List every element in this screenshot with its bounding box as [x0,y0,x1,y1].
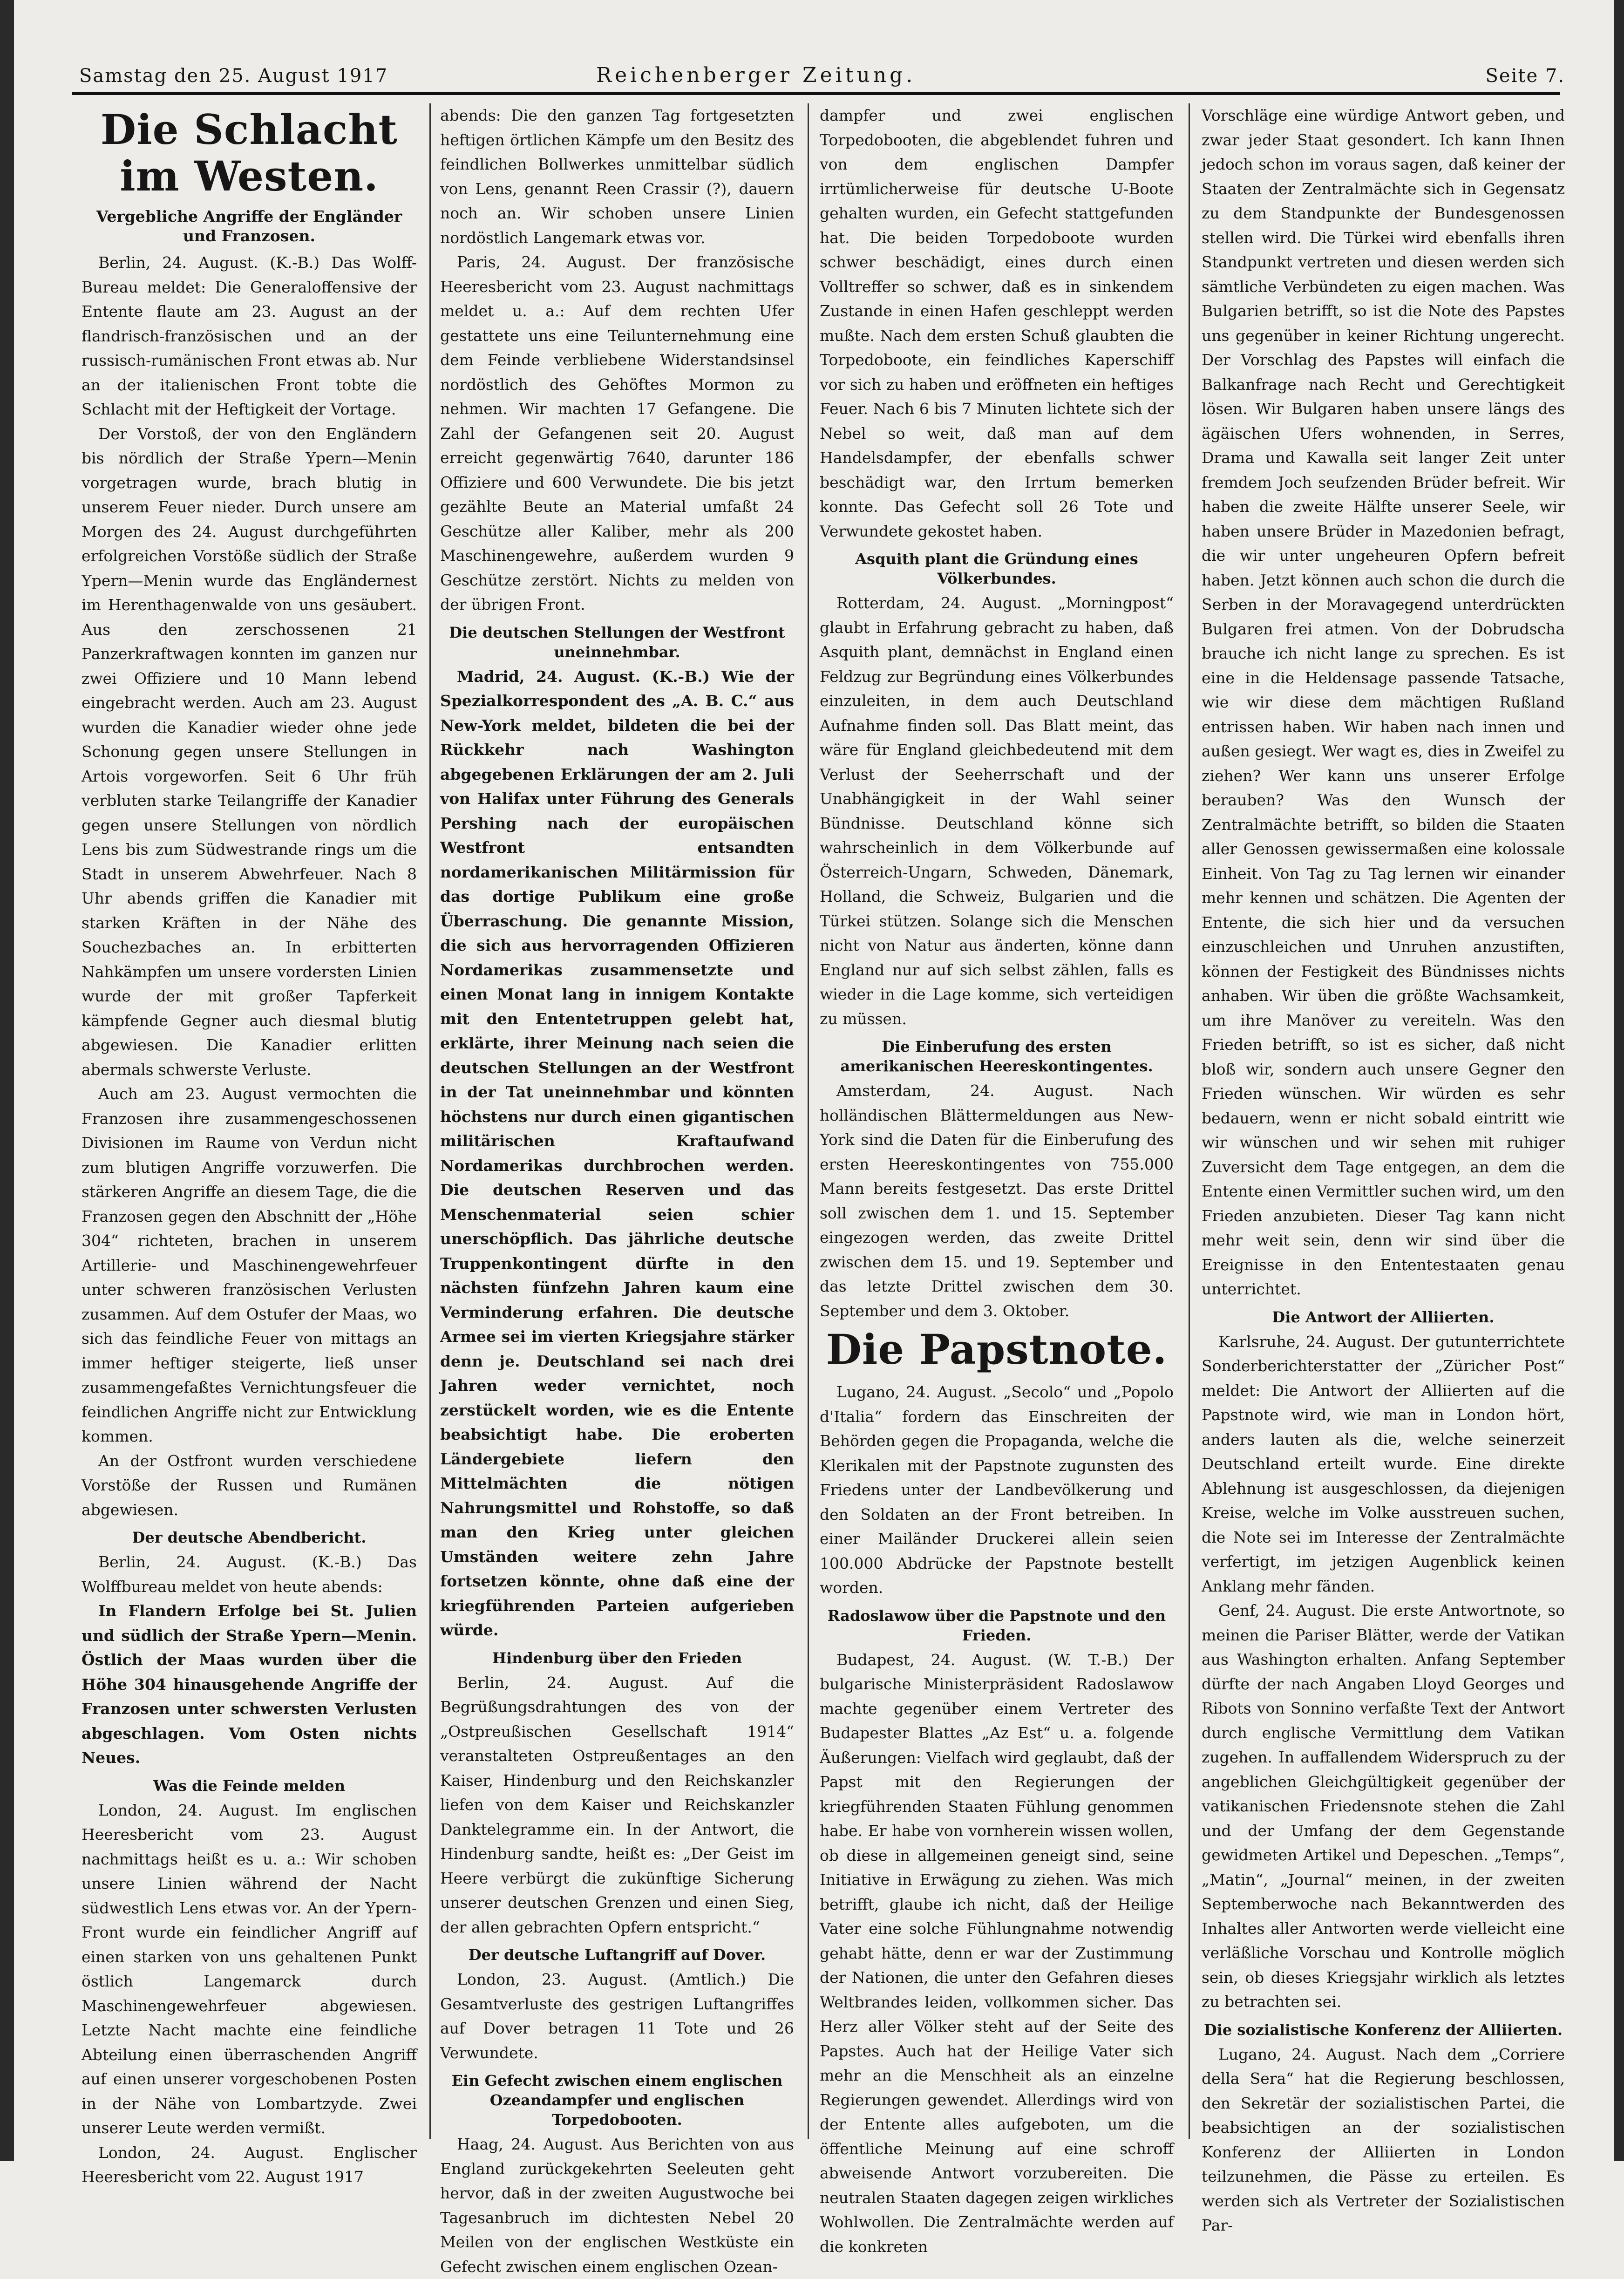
section-heading: Die sozialistische Konferenz der Alliierten. [1204,2020,1563,2039]
scan-border-left [0,0,14,2161]
article-paragraph: Berlin, 24. August. (K.-B.) Das Wolff-Bureau meldet: Die Generaloffensive der Entente flaute am 23. August an der flandrisch-französischen und an der russisch-rumänischen Front etwas ab. Nur an der italienischen Front tobte die Schlacht mit der Heftigkeit der Vortage. [82,253,417,418]
article-headline: Die Schlacht im Westen. [100,105,398,200]
column-3 [820,103,1174,2256]
article-paragraph: Genf, 24. August. Die erste Antwortnote, so meinen die Pariser Blätter, werde der Vatikan aus Washington erhalten. Anfang September dürfte der nach Angaben Lloyd Georges und Ribots von Sonnino verfaßte Text der Antwort durch englische Vermittlung dem Vatikan zugehen. In auffallendem Widerspruch zu der angeblichen Gleichgültigkeit gegenüber der vatikanischen Friedensnote stehen die Zahl und der Umfang der dem Gegenstande gewidmeten Artikel und Depeschen. „Temps“, „Matin“, „Journal“ meinen, in der zweiten Septemberwoche nach Bekanntwerden des Inhaltes aller Antworten werde vielleicht eine verläßliche Vorschau und Kontrolle möglich sein, ob dieses Kriegsjahr wirklich als letztes zu betrachten sei. [1202,1601,1565,2011]
article-paragraph: Vorschläge eine würdige Antwort geben, und zwar jeder Staat gesondert. Ich kann Ihnen jedoch schon im voraus sagen, daß keiner der Staaten der Zentralmächte sich in Gegensatz zu dem Standpunkte der Bundesgenossen stellen wird. Die Türkei wird ebenfalls ihren Standpunkt vertreten und diesen werden sich sämtliche Verbündeten zu eigen machen. Was Bulgarien betrifft, so ist die Note des Papstes uns gegenüber in keiner Richtung ungerecht. Der Vorschlag des Papstes will einfach die Balkanfrage nach Recht und Gerechtigkeit lösen. Wir Bulgaren haben unsere längs des ägäischen Ufers wohnenden, in Serres, Drama und Kawalla seit langer Zeit unter fremdem Joch seufzenden Brüder befreit. Wir haben die zweite Hälfte unserer Seele, wir haben unsere Brüder in Mazedonien befragt, die wir unter ungeheuren Opfern befreit haben. Jetzt können auch schon die durch die Serben in der Moravagegend unterdrückten Bulgaren frei atmen. Von der Dobrudscha brauche ich nicht lange zu sprechen. Es ist eine in die Heldensage passende Tatsache, wie wir diese dem mächtigen Rußland entrissen haben. Wir haben nach innen und außen gesiegt. Wer wagt es, dies in Zweifel zu ziehen? Wer kann uns unserer Erfolge berauben? Was den Wunsch der Zentralmächte betrifft, so bilden die Staaten aller Genossen gewissermaßen eine kolossale Einheit. Von Tag zu Tag lernen wir einander mehr kennen und schätzen. Die Agenten der Entente, die sich hier und da versuchen einzuschleichen und Unruhen anzustiften, können der Festigkeit des Bündnisses nichts anhaben. Wir üben die größte Wachsamkeit, um ihre Manöver zu vereiteln. Was den Frieden betrifft, so ist es sicher, daß nicht bloß wir, sondern auch unsere Gegner den Frieden wünschen. Wir würden es sehr bedauern, wenn er nicht sobald eintritt wie wir wünschen und wir sehen mit ruhiger Zuversicht dem Tage entgegen, an dem die Entente einen Vermittler suchen wird, um den Frieden anzubieten. Dieser Tag kann nicht mehr weit sein, denn wir sind über die Ereignisse in den Ententestaaten genau unterrichtet. [1202,106,1565,1298]
article-paragraph: London, 24. August. Englischer Heeresbericht vom 22. August 1917 [82,2143,417,2186]
article-paragraph: Amsterdam, 24. August. Nach holländischen Blättermeldungen aus New-York sind die Daten für die Einberufung des ersten Heereskontingentes von 755.000 Mann bereits festgesetzt. Das erste Drittel soll zwischen dem 1. und 15. September eingezogen werden, das zweite Drittel zwischen dem 15. und 19. September und das letzte Drittel zwischen dem 30. September und dem 3. Oktober. [820,1082,1174,1320]
article-paragraph: Budapest, 24. August. (W. T.-B.) Der bulgarische Ministerpräsident Radoslawow machte gegenüber einem Vertreter des Budapester Blattes „Az Est“ u. a. folgende Äußerungen: Vielfach wird geglaubt, daß der Papst mit den Regierungen der kriegführenden Staaten Fühlung genommen habe. Er habe von vornherein wissen wollen, ob diese in allgemeinen geneigt sind, seine Initiative in Erwägung zu ziehen. Was mich betrifft, glaube ich nicht, daß der Heilige Vater eine solche Fühlungnahme notwendig gehabt hätte, denn er war der Zustimmung der Nationen, die unter den Gefahren dieses Weltbrandes leiden, vollkommen sicher. Das Herz aller Völker steht auf der Seite des Papstes. Auch hat der Heilige Vater sich mehr an die Menschheit als an einzelne Regierungen gewendet. Allerdings wird von der Entente alles aufgeboten, um die öffentliche Meinung auf eine schroff abweisende Antwort vorzubereiten. Die neutralen Staaten dagegen zeigen wirkliches Wohlwollen. Die Zentralmächte werden auf die konkreten [820,1650,1174,2256]
section-heading: Die deutschen Stellungen der Westfront uneinnehmbar. [449,623,785,661]
header-date: Samstag den 25. August 1917 [79,65,388,87]
article-paragraph-bold: Madrid, 24. August. (K.-B.) Wie der Spezialkorrespondent des „A. B. C.“ aus New-York meldet, bildeten die bei der Rückkehr nach Washington abgegebenen Erklärungen der am 2. Juli von Halifax unter Führung des Generals Pershing nach der europäischen Westfront entsandten nordamerikanischen Militärmission für das dortige Publikum eine große Überraschung. Die genannte Mission, die sich aus hervorragenden Offizieren Nordamerikas zusammensetzte und einen Monat lang in innigem Kontakte mit den Ententetruppen gelebt hat, erklärte, ihrer Meinung nach seien die deutschen Stellungen an der Westfront in der Tat uneinnehmbar und könnten höchstens nur durch einen gigantischen militärischen Kraftaufwand Nordamerikas durchbrochen werden. Die deutschen Reserven und das Menschenmaterial seien schier unerschöpflich. Das jährliche deutsche Truppenkontingent dürfte in den nächsten fünfzehn Jahren kaum eine Verminderung erfahren. Die deutsche Armee sei im vierten Kriegsjahre stärker denn je. Deutschland sei nach drei Jahren weder vernichtet, noch zerstückelt worden, wie es die Entente beabsichtigt habe. Die eroberten Ländergebiete liefern den Mittelmächten die nötigen Nahrungsmittel und Rohstoffe, so daß man den Krieg unter gleichen Umständen weitere zehn Jahre fortsetzen könnte, ohne daß eine der kriegführenden Parteien aufgerieben würde. [440,667,794,1639]
article-paragraph: London, 23. August. (Amtlich.) Die Gesamtverluste des gestrigen Luftangriffes auf Dover betragen 11 Tote und 26 Verwundete. [440,1970,794,2062]
article-paragraph: Berlin, 24. August. Auf die Begrüßungsdrahtungen des von der „Ostpreußischen Gesellschaft 1914“ veranstalteten Ostpreußentages an den Kaiser, Hindenburg und den Reichskanzler liefen von dem Kaiser und Reichskanzler Danktelegramme ein. In der Antwort, die Hindenburg sandte, heißt es: „Der Geist im Heere verbürgt die zukünftige Sicherung unserer deutschen Grenzen und einen Sieg, der allen gebrachten Opfern entspricht.“ [440,1673,794,1936]
page-number: Seite 7. [1485,65,1565,87]
header-rule [72,92,1560,95]
section-heading: Der deutsche Abendbericht. [132,1529,367,1546]
article-paragraph-bold: In Flandern Erfolge bei St. Julien und südlich der Straße Ypern—Menin. Östlich der Maas wurden über die Höhe 304 hinausgehende Angriffe der Franzosen unter schwersten Verlusten abgeschlagen. Vom Osten nichts Neues. [82,1602,417,1767]
column-4 [1202,103,1565,2234]
article-paragraph: Rotterdam, 24. August. „Morningpost“ glaubt in Erfahrung gebracht zu haben, daß Asquith plant, demnächst in England einen Feldzug zur Begründung eines Völkerbundes einzuleiten, in dem auch Deutschland Aufnahme finden soll. Das Blatt meint, das wäre für England gleichbedeutend mit dem Verlust der Seeherrschaft und der Unabhängigkeit in der Wahl seiner Bündnisse. Deutschland könne sich wahrscheinlich in dem Völkerbunde auf Österreich-Ungarn, Schweden, Dänemark, Holland, die Schweiz, Bulgarien und die Türkei stützen. Solange sich die Menschen nicht von Natur aus änderten, könne dann England nur auf sich selbst zählen, falls es wieder in die Lage komme, sich verteidigen zu müssen. [820,594,1174,1028]
article-paragraph: Der Vorstoß, der von den Engländern bis nördlich der Straße Ypern—Menin vorgetragen wurde, brach blutig in unserem Feuer nieder. Durch unsere am Morgen des 24. August durchgeführten erfolgreichen Vorstöße südlich der Straße Ypern—Menin wurde das Engländernest im Herenthagenwalde von uns gesäubert. Aus den zerschossenen 21 Panzerkraftwagen konnten im ganzen nur zwei Offiziere und 10 Mann lebend eingebracht werden. Auch am 23. August wurden die Kanadier wieder ohne jede Schonung gegen unsere Stellungen in Artois vorgeworfen. Seit 6 Uhr früh verbluten starke Teilangriffe der Kanadier gegen unsere Stellungen von nördlich Lens bis zum Südwestrande rings um die Stadt in unserem Abwehrfeuer. Nach 8 Uhr abends griffen die Kanadier mit starken Kräften in der Nähe des Souchezbaches an. In erbitterten Nahkämpfen um unsere vordersten Linien wurde der mit großer Tapferkeit kämpfende Gegner auch diesmal blutig abgewiesen. Die Kanadier erlitten abermals schwerste Verluste. [82,424,417,1079]
section-heading: Asquith plant die Gründung eines Völkerbundes. [855,550,1138,587]
section-heading: Ein Gefecht zwischen einem englischen Ozeandampfer und englischen Torpedobooten. [451,2072,783,2129]
article-paragraph: Paris, 24. August. Der französische Heeresbericht vom 23. August nachmittags meldet u. a.: Auf dem rechten Ufer gestattete uns eine Teilunternehmung eine dem Feinde verbliebene Widerstandsinsel nordöstlich des Gehöftes Mormon zu nehmen. Wir machten 17 Gefangene. Die Zahl der Gefangenen seit 20. August erreicht gegenwärtig 7640, darunter 186 Offiziere und 600 Verwundete. Die bis jetzt gezählte Beute an Material umfaßt 24 Geschütze aller Kaliber, mehr als 200 Maschinengewehre, außerdem wurden 9 Geschütze zerstört. Nichts zu melden von der übrigen Front. [440,253,794,613]
article-headline: Die Papstnote. [826,1325,1168,1374]
newspaper-title: Reichenberger Zeitung. [596,63,916,87]
section-heading: Der deutsche Luftangriff auf Dover. [468,1946,766,1964]
section-heading: Hindenburg über den Frieden [492,1649,742,1667]
article-paragraph: Haag, 24. August. Aus Berichten von aus England zurückgekehrten Seeleuten geht hervor, daß in der zweiten Augustwoche bei Tagesanbruch im dichtesten Nebel 20 Meilen von der englischen Westküste ein Gefecht zwischen einem englischen Ozean- [440,2135,794,2276]
article-paragraph: Auch am 23. August vermochten die Franzosen ihre zusammengeschossenen Divisionen im Raume von Verdun nicht zum blutigen Angriffe vorzuwerfen. Die stärkeren Angriffe an diesem Tage, die die Franzosen gegen den Abschnitt der „Höhe 304“ richteten, brachen in unserem Artillerie- und Maschinengewehrfeuer unter schweren französischen Verlusten zusammen. Auf dem Ostufer der Maas, wo sich das feindliche Feuer von mittags an immer heftiger steigerte, ließ unser zusammengefaßtes Vernichtungsfeuer die feindlichen Angriffe nicht zur Entwicklung kommen. [82,1085,417,1445]
article-subheadline: Vergebliche Angriffe der Engländer und Franzosen. [96,207,402,245]
section-heading: Die Einberufung des ersten amerikanischen Heereskontingentes. [840,1038,1153,1075]
section-heading: Die Antwort der Alliierten. [1272,1308,1495,1326]
article-paragraph: London, 24. August. Im englischen Heeresbericht vom 23. August nachmittags heißt es u. a.: Wir schoben unsere Linien während der Nacht südwestlich Lens etwas vor. An der Ypern-Front wurde ein feindlicher Angriff auf einen starken von uns gehaltenen Punkt östlich Langemarck durch Maschinengewehrfeuer abgewiesen. Letzte Nacht machte eine feindliche Abteilung einen überraschenden Angriff auf einen unserer vorgeschobenen Posten in der Nähe von Lombartzyde. Zwei unserer Leute werden vermißt. [82,1801,417,2137]
scan-border-right [1614,0,1624,2161]
column-2 [440,103,794,2276]
article-paragraph: Lugano, 24. August. „Secolo“ und „Popolo d'Italia“ fordern das Einschreiten der Behörden gegen die Propaganda, welche die Klerikalen mit der Papstnote zugunsten des Friedens unter der Landbevölkerung und den Soldaten an der Front betreiben. In einer Mailänder Druckerei allein seien 100.000 Abdrücke der Papstnote bestellt worden. [820,1383,1174,1597]
article-paragraph: Lugano, 24. August. Nach dem „Corriere della Sera“ hat die Regierung beschlossen, den Sekretär der sozialistischen Partei, die beabsichtigen an der sozialistischen Konferenz der Alliierten in London teilzunehmen, die Pässe zu erteilen. Es werden sich als Vertreter der Sozialistischen Par- [1202,2045,1565,2234]
article-paragraph: An der Ostfront wurden verschiedene Vorstöße der Russen und Rumänen abgewiesen. [82,1451,417,1519]
column-divider [429,103,431,2139]
article-paragraph: dampfer und zwei englischen Torpedobooten, die abgeblendet fuhren und von dem englischen Dampfer irrtümlicherweise für deutsche U-Boote gehalten wurden, ein Gefecht stattgefunden hat. Die beiden Torpedoboote wurden schwer beschädigt, eines durch einen Volltreffer so schwer, daß es in sinkendem Zustande in einen Hafen geschleppt werden mußte. Nach dem ersten Schuß glaubten die Torpedoboote, ein feindliches Kaperschiff vor sich zu haben und eröffneten ein heftiges Feuer. Nach 6 bis 7 Minuten lichtete sich der Nebel so weit, daß man auf dem Handelsdampfer, der ebenfalls schwer beschädigt war, den Irrtum bemerken konnte. Das Gefecht soll 26 Tote und Verwundete gekostet haben. [820,106,1174,540]
column-1 [82,103,417,2186]
column-divider [808,103,809,2139]
article-paragraph: Berlin, 24. August. (K.-B.) Das Wolffbureau meldet von heute abends: [82,1553,417,1596]
section-heading: Was die Feinde melden [153,1776,346,1795]
column-divider [1189,103,1190,2139]
article-paragraph: abends: Die den ganzen Tag fortgesetzten heftigen örtlichen Kämpfe um den Besitz des feindlichen Bollwerkes unmittelbar südlich von Lens, genannt Reen Crassir (?), dauern noch an. Wir schoben unsere Linien nordöstlich Langemark etwas vor. [440,106,794,247]
section-heading: Radoslawow über die Papstnote und den Frieden. [827,1606,1166,1644]
article-paragraph: Karlsruhe, 24. August. Der gutunterrichtete Sonderberichterstatter der „Züricher Post“ meldet: Die Antwort der Alliierten auf die Papstnote wird, wie man in London hört, anders lauten als die, welche seinerzeit Deutschland erteilt wurde. Eine direkte Ablehnung ist ausgeschlossen, da diejenigen Kreise, welche im Volke ausstreuen suchen, die Note sei im Interesse der Zentralmächte verfertigt, im jetzigen Augenblick keinen Anklang mehr fänden. [1202,1332,1565,1595]
